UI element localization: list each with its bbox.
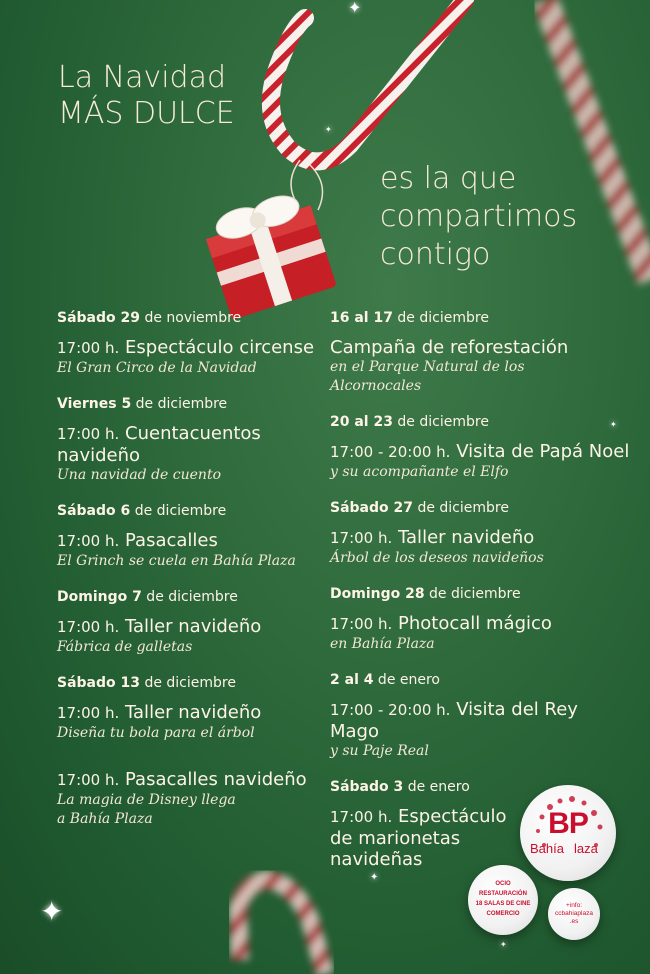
event-title: 17:00 h. Taller navideño <box>330 527 535 548</box>
event-title: 17:00 h. Espectáculo circense <box>57 337 315 358</box>
event-date: Domingo 28 de diciembre <box>330 586 521 602</box>
event-title: 17:00 h. Taller navideño <box>57 702 262 723</box>
event-date: Sábado 6 de diciembre <box>57 503 227 519</box>
event-date: Domingo 7 de diciembre <box>57 589 238 605</box>
event-title: 17:00 h. Espectáculo <box>330 806 507 827</box>
services-line-3: 18 SALAS DE CINE <box>475 901 531 907</box>
event-title: Campaña de reforestación <box>330 337 569 358</box>
event-description: Fábrica de galletas <box>57 639 193 655</box>
sparkle-icon: ✦ <box>610 420 617 429</box>
left-events-column <box>57 310 347 847</box>
event-title: 17:00 h. Taller navideño <box>57 616 262 637</box>
event-item <box>330 672 630 761</box>
event-description: Árbol de los deseos navideños <box>330 550 544 566</box>
event-description-cont: Alcornocales <box>330 378 422 394</box>
event-description: en Bahía Plaza <box>330 636 435 652</box>
event-description: Diseña tu bola para el árbol <box>57 725 255 741</box>
logo-bp: BP <box>548 807 588 840</box>
subtitle-line-1: es la que <box>380 161 517 196</box>
event-item <box>330 310 630 396</box>
subtitle <box>380 160 577 274</box>
event-description: El Gran Circo de la Navidad <box>57 360 257 376</box>
event-item <box>330 586 630 654</box>
event-description: El Grinch se cuela en Bahía Plaza <box>57 553 296 569</box>
event-item <box>57 310 347 378</box>
event-title: 17:00 h. Photocall mágico <box>330 613 552 634</box>
event-title-cont: de marionetas <box>330 828 461 849</box>
main-title <box>58 60 235 132</box>
event-date: Sábado 3 de enero <box>330 779 470 795</box>
subtitle-line-2: compartimos <box>380 199 578 234</box>
event-date: 16 al 17 de diciembre <box>330 310 489 326</box>
event-title-cont: navideñas <box>330 849 423 870</box>
event-description: en el Parque Natural de los <box>330 359 525 375</box>
info-line-1: +info: <box>565 902 583 909</box>
event-item <box>57 503 347 571</box>
event-item <box>330 500 630 568</box>
event-date: Viernes 5 de diciembre <box>57 396 228 412</box>
event-item <box>57 396 347 485</box>
event-description: La magia de Disney llega <box>57 792 236 808</box>
event-date: Sábado 13 de diciembre <box>57 675 236 691</box>
title-line-2: MÁS DULCE <box>58 96 235 131</box>
event-title: 17:00 - 20:00 h. Visita de Papá Noel <box>330 441 630 462</box>
event-title: 17:00 h. Cuentacuentos <box>57 423 261 444</box>
sparkle-icon: ✦ <box>40 896 64 927</box>
logo-plaza: laza <box>574 841 598 856</box>
event-title: 17:00 h. Pasacalles <box>57 530 218 551</box>
services-badge <box>468 865 538 935</box>
event-date: 2 al 4 de enero <box>330 672 440 688</box>
services-line-1: OCIO <box>495 881 511 887</box>
event-date: Sábado 27 de diciembre <box>330 500 509 516</box>
event-description-cont: a Bahía Plaza <box>57 811 153 827</box>
gift-box-image <box>198 180 343 325</box>
sparkle-icon: ✦ <box>348 0 362 17</box>
event-item <box>57 675 347 743</box>
subtitle-line-3: contigo <box>380 237 491 272</box>
sparkle-icon: ✦ <box>370 872 379 883</box>
event-date: Sábado 29 de noviembre <box>57 310 242 326</box>
services-line-4: COMERCIO <box>486 911 520 917</box>
info-line-3: .es <box>569 918 579 925</box>
event-item <box>57 589 347 657</box>
logo-bahia: Bahía <box>530 841 564 856</box>
sparkle-icon: ✦ <box>500 940 507 949</box>
event-description: y su acompañante el Elfo <box>330 464 509 480</box>
event-title: 17:00 h. Pasacalles navideño <box>57 769 307 790</box>
event-date: 20 al 23 de diciembre <box>330 414 489 430</box>
event-item <box>330 414 630 482</box>
services-line-2: RESTAURACIÓN <box>479 891 527 897</box>
sparkle-icon: ✦ <box>325 125 332 134</box>
info-badge[interactable] <box>548 888 600 940</box>
event-item <box>57 769 347 829</box>
event-title: 17:00 - 20:00 h. Visita del Rey Mago <box>330 699 578 742</box>
event-description: Una navidad de cuento <box>57 467 221 483</box>
event-title-cont: navideño <box>57 445 141 466</box>
event-description: y su Paje Real <box>330 743 429 759</box>
title-line-1: La Navidad <box>58 60 227 95</box>
info-line-2: ccbahiaplaza <box>555 910 593 917</box>
